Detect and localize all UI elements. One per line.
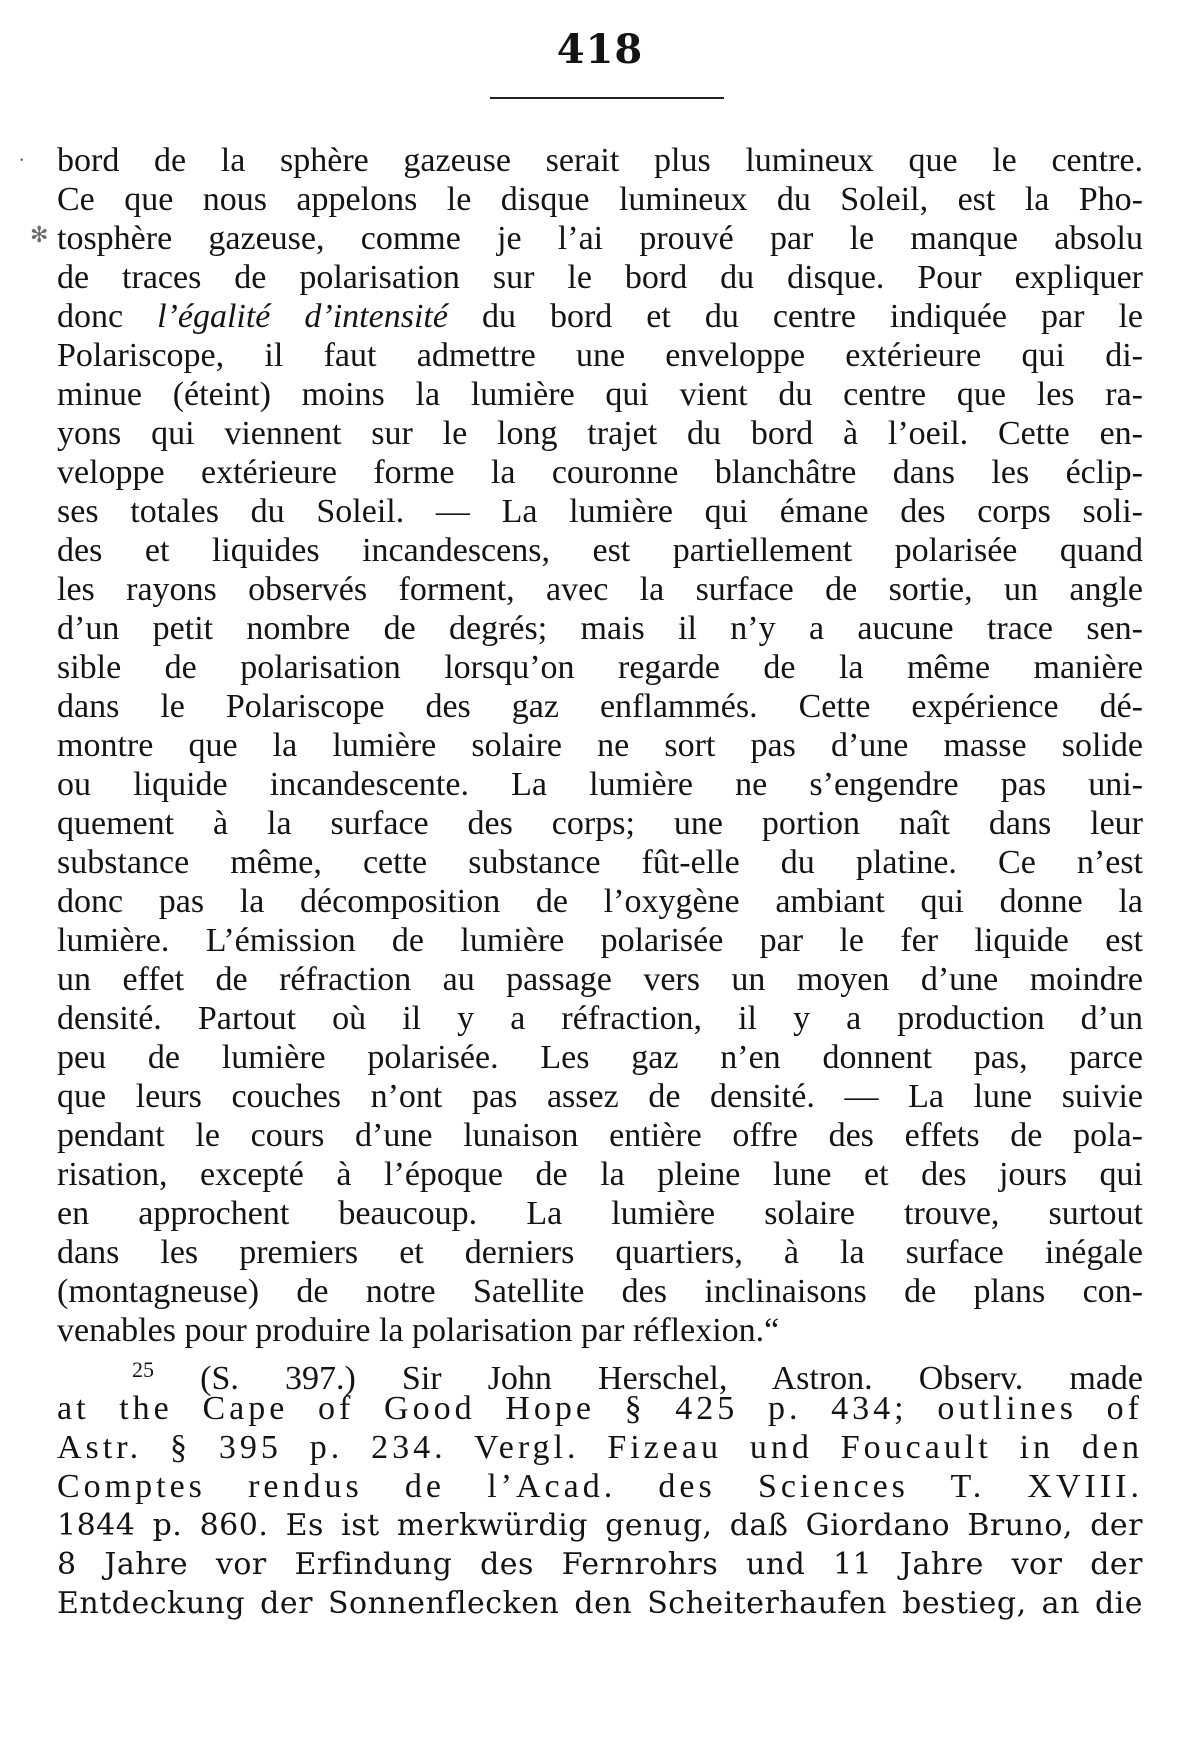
body-line: (montagneuse) de notre Satellite des inclinaisons de plans con- [57, 1273, 1143, 1310]
footnote-line: Comptes rendus de l’Acad. des Sciences T. XVIII. [57, 1468, 1143, 1505]
footnote-line: 8 Jahre vor Erfindung des Fernrohrs und 11 Jahre vor der [57, 1547, 1143, 1582]
margin-speck-top: · [18, 147, 26, 172]
body-line: peu de lumière polarisée. Les gaz n’en donnent pas, parce [57, 1039, 1143, 1076]
body-line: des et liquides incandescens, est partiellement polarisée quand [57, 532, 1143, 569]
body-line: dans les premiers et derniers quartiers, à la surface inégale [57, 1234, 1143, 1271]
body-line: donc pas la décomposition de l’oxygène ambiant qui donne la [57, 883, 1143, 920]
body-line: dans le Polariscope des gaz enflammés. Cette expérience dé- [57, 688, 1143, 725]
footnote-line: 1844 p. 860. Es ist merkwürdig genug, daß Giordano Bruno, der [57, 1508, 1143, 1543]
body-line: en approchent beaucoup. La lumière solaire trouve, surtout [57, 1195, 1143, 1232]
footnote-line: at the Cape of Good Hope § 425 p. 434; outlines of [57, 1390, 1143, 1427]
header-rule [490, 97, 724, 99]
body-line: yons qui viennent sur le long trajet du bord à l’oeil. Cette en- [57, 415, 1143, 452]
body-line: d’un petit nombre de degrés; mais il n’y a aucune trace sen- [57, 610, 1143, 647]
body-line: Ce que nous appelons le disque lumineux du Soleil, est la Pho- [57, 181, 1143, 218]
footnote-line: (S. 397.) Sir John Herschel, Astron. Observ. made [200, 1360, 1144, 1397]
body-line: veloppe extérieure forme la couronne blanchâtre dans les éclip- [57, 454, 1143, 491]
body-line: risation, excepté à l’époque de la pleine lune et des jours qui [57, 1156, 1143, 1193]
margin-speck-middle: ✻ [30, 222, 49, 247]
body-line: les rayons observés forment, avec la surface de sortie, un angle [57, 571, 1143, 608]
italic-emphasis: l’égalité d’intensité [157, 298, 448, 335]
footnote-line: Astr. § 395 p. 234. Vergl. Fizeau und Foucault in den [57, 1429, 1143, 1466]
body-line: venables pour produire la polarisation par réflexion.“ [57, 1312, 780, 1349]
main-text [57, 141, 1143, 1623]
body-line: un effet de réfraction au passage vers un moyen d’une moindre [57, 961, 1143, 998]
body-line: ou liquide incandescente. La lumière ne s’engendre pas uni- [57, 766, 1143, 803]
page-number: 418 [556, 26, 644, 73]
body-line: de traces de polarisation sur le bord du disque. Pour expliquer [57, 259, 1143, 296]
body-line: lumière. L’émission de lumière polarisée par le fer liquide est [57, 922, 1143, 959]
body-line: pendant le cours d’une lunaison entière offre des effets de pola- [57, 1117, 1143, 1154]
body-line: montre que la lumière solaire ne sort pas d’une masse solide [57, 727, 1143, 764]
body-line: ses totales du Soleil. — La lumière qui émane des corps soli- [57, 493, 1143, 530]
footnote-first-line [57, 1350, 1144, 1397]
body-line: densité. Partout où il y a réfraction, il y a production d’un [57, 1000, 1143, 1037]
footnote-number: 25 [132, 1357, 154, 1382]
body-line: Polariscope, il faut admettre une enveloppe extérieure qui di- [57, 337, 1143, 374]
body-line: minue (éteint) moins la lumière qui vient du centre que les ra- [57, 376, 1143, 413]
body-line: quement à la surface des corps; une portion naît dans leur [57, 805, 1143, 842]
body-line: donc l’égalité d’intensité du bord et du centre indiquée par le [57, 298, 1143, 335]
body-line: tosphère gazeuse, comme je l’ai prouvé par le manque absolu [57, 220, 1143, 257]
body-line: sible de polarisation lorsqu’on regarde de la même manière [57, 649, 1143, 686]
body-line: bord de la sphère gazeuse serait plus lumineux que le centre. [57, 142, 1143, 179]
footnote-line: Entdeckung der Sonnenflecken den Scheiterhaufen bestieg, an die [57, 1586, 1143, 1621]
body-line: que leurs couches n’ont pas assez de densité. — La lune suivie [57, 1078, 1143, 1115]
body-line: substance même, cette substance fût-elle du platine. Ce n’est [57, 844, 1143, 881]
